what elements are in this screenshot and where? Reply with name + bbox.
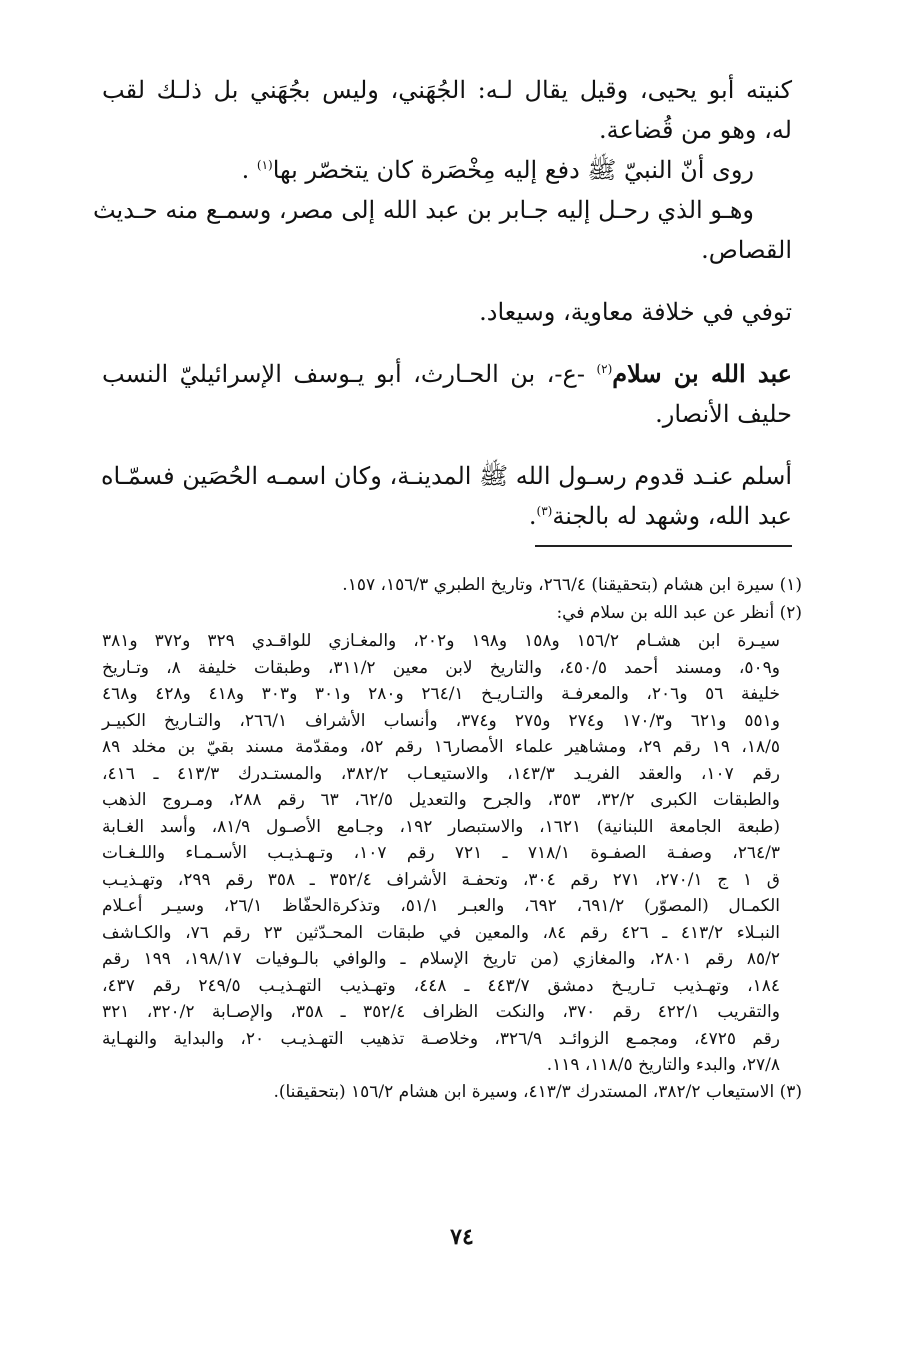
footnote-2-line: ق ١ ج ٢٧٠/١، ٢٧١ رقم ٣٠٤، وتحفـة الأشراف ٣٥٢/٤ ـ ٣٥٨ رقم ٢٩٩، وتهـذيـب: [102, 869, 780, 890]
paragraph-3-line-2: القصاص.: [701, 236, 792, 264]
entry-lineage: -ع-، بن الحـارث، أبو يـوسف الإسرائيليّ النسب: [102, 360, 597, 388]
footnote-2-line: و٥٠٩، ومسند أحمد ٤٥٠/٥، والتاريخ لابن معين ٣١١/٢، وطبقات خليفة ٨، وتـاريخ: [102, 657, 781, 678]
paragraph-3-line-1: وهـو الذي رحـل إليه جـابر بن عبد الله إلى مصر، وسمـع منه حـديث: [92, 196, 754, 224]
footnote-2-line: سيـرة ابن هشـام ١٥٦/٢ و١٥٨ و١٩٨ و٢٠٢، والمغـازي للواقـدي ٣٢٩ و٣٧٢ و٣٨١: [102, 631, 780, 651]
paragraph-1-line-2: له، وهو من قُضاعة.: [599, 116, 792, 144]
footnote-2-line: الكمـال (المصوّر) ٦٩١/٢، ٦٩٢، والعبـر ٥١/١، وتذكرةالحفّاظ ٢٦/١، وسيـر أعـلام: [102, 896, 780, 916]
paragraph-1-line-1: كنيته أبو يحيى، وقيل يقال لـه: الجُهَني، وليس بجُهَني بل ذلـك لقب: [102, 76, 793, 104]
spacer: [102, 332, 792, 354]
paragraph-6-line-1: أسلم عنـد قدوم رسـول الله ﷺ المدينـة، وكان اسمـه الحُصَين فسمّـاه: [100, 462, 792, 490]
footnote-ref-2[interactable]: (٢): [596, 362, 613, 376]
spacer: [102, 270, 792, 292]
entry-name: عبد الله بن سلام: [612, 359, 793, 388]
footnote-1: (١) سيرة ابن هشام (بتحقيقنا) ٢٦٦/٤، وتاريخ الطبري ١٥٦/٣، ١٥٧.: [342, 575, 802, 595]
paragraph-5-line-1: [102, 354, 792, 394]
paragraph-4: توفي في خلافة معاوية، وسيعاد.: [479, 298, 792, 326]
footnote-separator: [535, 545, 792, 547]
footnote-2-line: (طبعة الجامعة اللبنانية) ١٦٢١، والاستبصار ١٩٢، وجـامع الأصـول ٨١/٩، وأسد الغـابة: [102, 816, 780, 837]
footnote-2-line: و٥٥١ و٦٢١ و١٧٠/٣ و٢٧٤ و٢٧٥ و٣٧٤، وأنساب الأشراف ٢٦٦/١، والتـاريخ الكبيـر: [102, 710, 780, 731]
footnote-ref-3[interactable]: (٣): [536, 504, 553, 518]
paragraph-5-line-2: حليف الأنصار.: [655, 400, 792, 428]
footnote-2-body: [102, 628, 780, 1079]
footnote-2-line: ١٨٤، وتهـذيب تـاريـخ دمشق ٤٤٣/٧ ـ ٤٤٨، وتهـذيب التهـذيـب ٢٤٩/٥ رقم ٤٣٧،: [102, 975, 781, 996]
paragraph-2: [102, 150, 792, 190]
footnote-3: (٣) الاستيعاب ٣٨٢/٢، المستدرك ٤١٣/٣، وسيرة ابن هشام ١٥٦/٢ (بتحقيقنا).: [273, 1081, 802, 1102]
paragraph-6-text: عبد الله، وشهد له بالجنة: [552, 502, 792, 530]
footnote-2-line: رقم ١٠٧، والعقد الفريـد ١٤٣/٣، والاستيعـاب ٣٨٢/٢، والمستـدرك ٤١٣/٣ ـ ٤١٦،: [102, 763, 781, 784]
footnote-2-line: رقم ٤٧٢٥، ومجمـع الزوائـد ٣٢٦/٩، وخلاصـة تذهيب التهـذيـب ٢٠، والبداية والنهـاية: [102, 1028, 780, 1049]
footnote-2-line: ٨٥/٢ رقم ٢٨٠١، والمغازي (من تاريخ الإسلام ـ والوافي بالـوفيات ١٩٨/١٧، ١٩٩ رقم: [102, 949, 781, 969]
main-text: [92, 70, 793, 536]
footnote-2-line: خليفة ٥٦ و٢٠٦، والمعرفـة والتـاريـخ ٢٦٤/١ و٢٨٠ و٣٠١ و٣٠٣ و٤١٨ و٤٢٨ و٤٦٨: [102, 684, 780, 704]
page-number: ٧٤: [450, 1224, 474, 1250]
paragraph-6-end: .: [528, 502, 537, 530]
spacer: [102, 434, 792, 456]
footnote-2-line: ١٨/٥، ١٩ رقم ٢٩، ومشاهير علماء الأمصار١٦ رقم ٥٢، ومقدّمة مسند بقيّ بن مخلد ٨٩: [102, 737, 780, 757]
footnote-2-line: ٢٧/٨، والبدء والتاريخ ١١٨/٥، ١١٩.: [546, 1055, 780, 1075]
footnote-2-line: ٢٦٤/٣، وصفـة الصفـوة ٧١٨/١ ـ ٧٢١ رقم ١٠٧، وتـهـذيـب الأسـمـاء واللـغـات: [102, 843, 780, 863]
paragraph-6-line-2: [102, 496, 792, 536]
footnote-2-line: والتقريب ٤٢٢/١ رقم ٣٧٠، والنكت الظراف ٣٥٢/٤ ـ ٣٥٨، والإصـابة ٣٢٠/٢، ٣٢١: [102, 1002, 780, 1022]
paragraph-2-end: .: [241, 156, 257, 184]
footnotes: [102, 572, 802, 1107]
footnote-2-heading: (٢) أنظر عن عبد الله بن سلام في:: [556, 603, 802, 623]
paragraph-2-text: روى أنّ النبيّ ﷺ دفع إليه مِخْصَرة كان يتخصّر بها: [272, 156, 754, 184]
footnote-2-line: والطبقات الكبرى ٣٢/٢، ٣٥٣، والجرح والتعديل ٦٢/٥، ٦٣ رقم ٢٨٨، ومـروج الذهب: [102, 790, 781, 810]
footnote-2-line: النبـلاء ٤١٣/٢ ـ ٤٢٦ رقم ٨٤، والمعين في طبقات المحـدّثين ٢٣ رقم ٧٦، والكـاشف: [102, 922, 781, 943]
footnote-ref-1[interactable]: (١): [256, 158, 273, 172]
